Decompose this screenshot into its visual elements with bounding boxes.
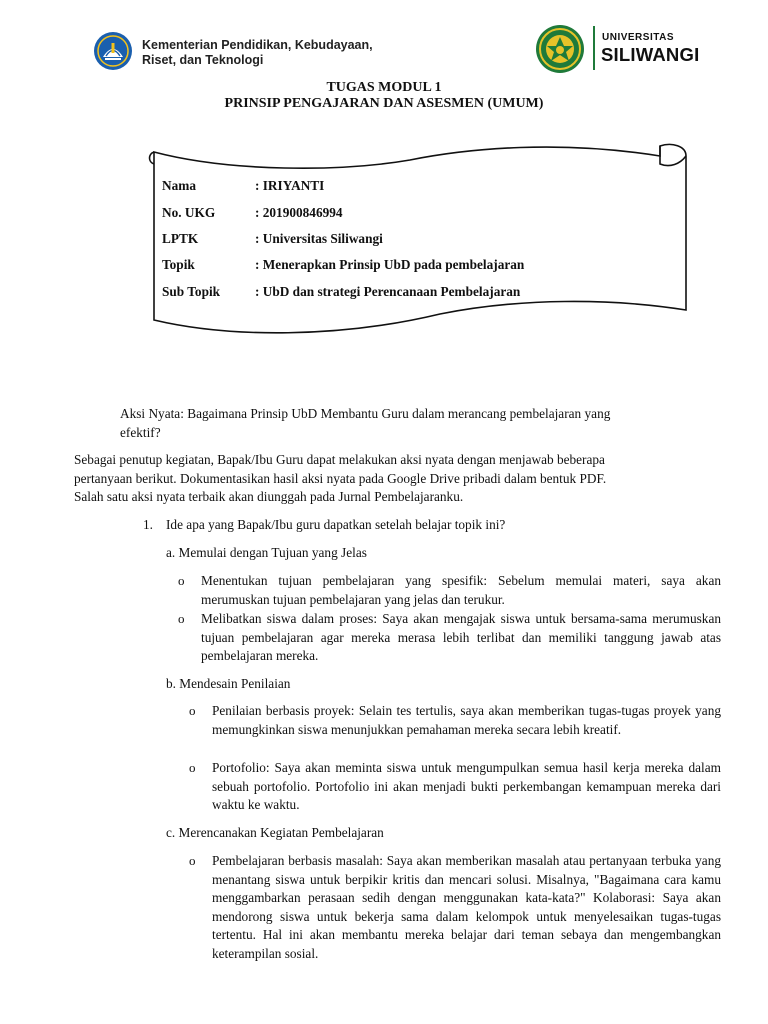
section-heading-c: c. Merencanakan Kegiatan Pembelajaran [166,825,384,840]
identity-row-subtopik [162,284,521,300]
section-heading-a: a. Memulai dengan Tujuan yang Jelas [166,545,367,560]
intro-line1: Sebagai penutup kegiatan, Bapak/Ibu Guru dapat melakukan aksi nyata dengan menjawab beberapa [74,452,605,467]
ministry-name-line2: Riset, dan Teknologi [142,53,264,67]
identity-value: : Menerapkan Prinsip UbD pada pembelajaran [255,257,525,272]
list-item: Penilaian berbasis proyek: Selain tes tertulis, saya akan memberikan tugas-tugas proyek yang memungkinkan siswa menunjukkan pemahaman mereka secara lebih kreatif. [212,703,721,737]
intro-line3: Salah satu aksi nyata terbaik akan diunggah pada Jurnal Pembelajaranku. [74,489,464,504]
unsil-divider [593,26,595,70]
unsil-logo [534,24,586,74]
bullet-icon: o [178,573,185,588]
question-text: Ide apa yang Bapak/Ibu guru dapatkan setelah belajar topik ini? [166,517,506,532]
intro-line2: pertanyaan berikut. Dokumentasikan hasil aksi nyata pada Google Drive pribadi dalam bentuk PDF. [74,470,607,486]
aksi-nyata-prompt [120,405,720,442]
identity-value: : IRIYANTI [255,178,325,193]
list-item: Menentukan tujuan pembelajaran yang spesifik: Sebelum memulai materi, saya akan merumuskan tujuan pembelajaran yang jelas dan terukur. [201,573,721,607]
list-item: Portofolio: Saya akan meminta siswa untuk mengumpulkan semua hasil kerja mereka dalam sebuah portofolio. Portofolio ini akan menjadi bukti perkembangan kemampuan mereka dari waktu ke waktu. [212,760,721,812]
aksi-nyata-line1: Aksi Nyata: Bagaimana Prinsip UbD Membantu Guru dalam merancang pembelajaran yang [120,406,611,421]
identity-row-topik [162,257,525,273]
identity-label: Nama [162,178,196,193]
identity-scroll-frame [140,138,700,350]
identity-label: Topik [162,257,195,272]
list-item: Melibatkan siswa dalam proses: Saya akan mengajak siswa untuk bersama-sama merumuskan tujuan pembelajaran agar mereka merasa lebih terlibat dan memiliki tanggung jawab atas pembelajaran mereka. [201,611,721,663]
identity-label: LPTK [162,231,199,246]
aksi-nyata-line2: efektif? [120,424,161,440]
identity-value: : UbD dan strategi Perencanaan Pembelajaran [255,284,521,299]
identity-value: : 201900846994 [255,205,343,220]
university-label-big: SILIWANGI [601,44,700,65]
kemdikbud-logo [93,31,133,71]
bullet-icon: o [178,611,185,626]
question-number: 1. [143,517,153,532]
list-item: Pembelajaran berbasis masalah: Saya akan memberikan masalah atau pertanyaan terbuka yang menantang siswa untuk berpikir kritis dan mencari solusi. Misalnya, "Bagaimana cara kamu menggambarkan perasaan sedih dengan menggunakan kata-kata?" Kolaborasi: Saya akan mendorong siswa untuk bekerja sama dalam kelompok untuk menyelesaikan tugas-tugas tertentu. Hal ini akan membantu mereka belajar dari teman sebaya dan mengembangkan keterampilan sosial. [212,853,721,961]
identity-value: : Universitas Siliwangi [255,231,383,246]
identity-row-ukg [162,205,343,221]
identity-row-lptk [162,231,383,247]
intro-paragraph [74,451,734,507]
bullet-icon: o [189,703,196,718]
ministry-name-line1: Kementerian Pendidikan, Kebudayaan, [142,38,373,52]
bullet-icon: o [189,760,196,775]
document-title: TUGAS MODUL 1 [326,80,442,95]
identity-row-nama [162,178,325,194]
section-heading-b: b. Mendesain Penilaian [166,676,291,691]
ministry-name [142,38,373,68]
document-subtitle: PRINSIP PENGAJARAN DAN ASESMEN (UMUM) [224,96,544,111]
identity-label: Sub Topik [162,284,221,299]
university-label-small: UNIVERSITAS [602,32,674,43]
identity-label: No. UKG [162,205,216,220]
bullet-icon: o [189,853,196,868]
